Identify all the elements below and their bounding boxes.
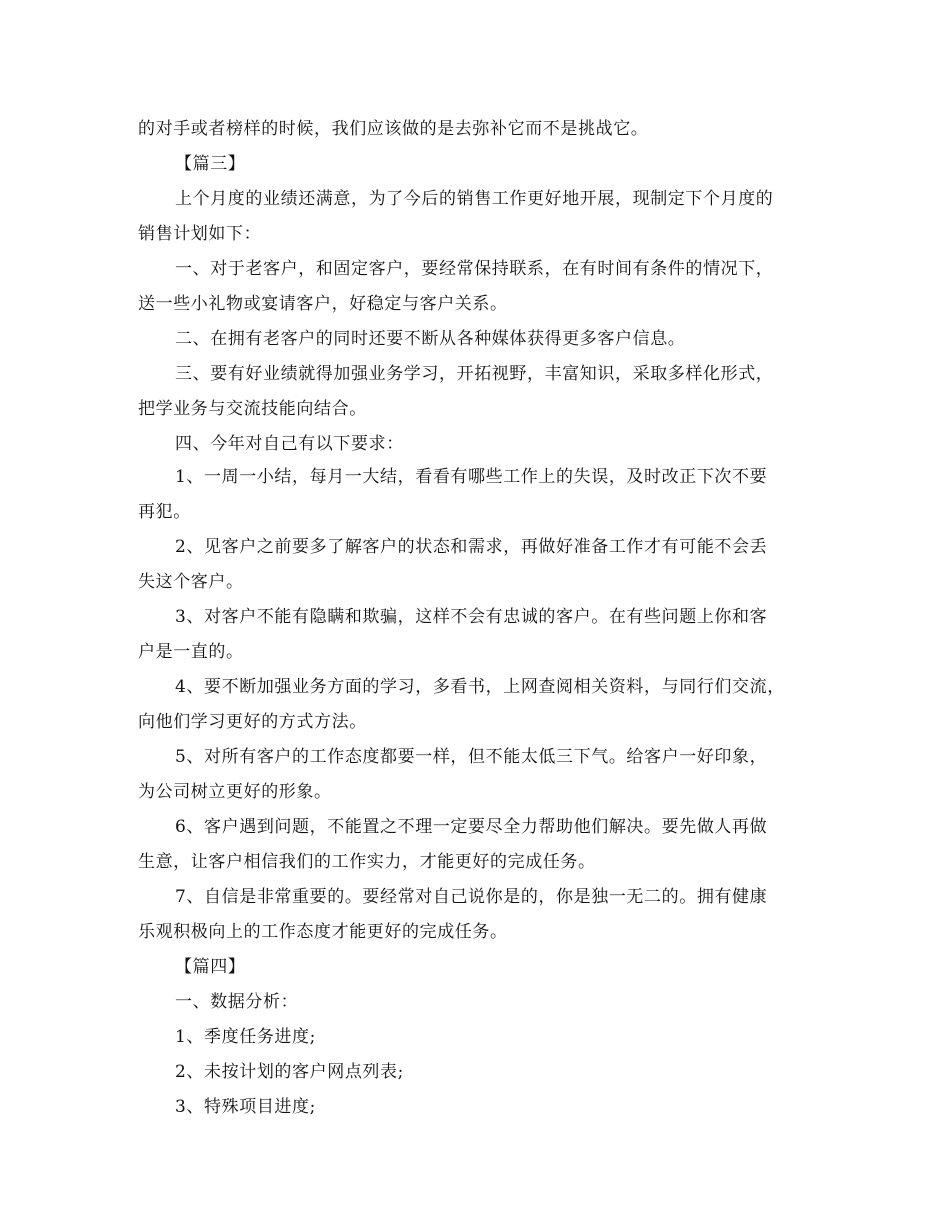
paragraph-line: 向他们学习更好的方式方法。 (138, 712, 367, 732)
paragraph-line: 5、对所有客户的工作态度都要一样，但不能太低三下气。给客户一好印象， (175, 747, 768, 767)
paragraph-line: 2、见客户之前要多了解客户的状态和需求，再做好准备工作才有可能不会丢 (175, 537, 768, 557)
paragraph-line: 四、今年对自己有以下要求： (175, 434, 404, 454)
paragraph-line: 为公司树立更好的形象。 (138, 782, 332, 802)
paragraph-line: 3、对客户不能有隐瞒和欺骗，这样不会有忠诚的客户。在有些问题上你和客 (175, 607, 768, 627)
paragraph-line: 再犯。 (138, 502, 191, 522)
paragraph-line: 户是一直的。 (138, 642, 244, 662)
paragraph-line: 二、在拥有老客户的同时还要不断从各种媒体获得更多客户信息。 (175, 329, 686, 349)
paragraph-line: 送一些小礼物或宴请客户，好稳定与客户关系。 (138, 294, 508, 314)
section-heading: 【篇三】 (175, 154, 246, 174)
paragraph-line: 上个月度的业绩还满意，为了今后的销售工作更好地开展，现制定下个月度的 (175, 189, 774, 209)
paragraph-line: 生意，让客户相信我们的工作实力，才能更好的完成任务。 (138, 852, 596, 872)
paragraph-line: 7、自信是非常重要的。要经常对自己说你是的，你是独一无二的。拥有健康 (175, 887, 768, 907)
paragraph-line: 把学业务与交流技能向结合。 (138, 399, 367, 419)
paragraph-line: 乐观积极向上的工作态度才能更好的完成任务。 (138, 922, 508, 942)
paragraph-line: 失这个客户。 (138, 572, 244, 592)
paragraph-line: 4、要不断加强业务方面的学习，多看书，上网查阅相关资料，与同行们交流， (175, 677, 785, 697)
paragraph-line: 6、客户遇到问题，不能置之不理一定要尽全力帮助他们解决。要先做人再做 (175, 817, 768, 837)
paragraph-line: 销售计划如下： (138, 224, 262, 244)
section-heading: 【篇四】 (175, 957, 246, 977)
paragraph-line: 一、对于老客户，和固定客户，要经常保持联系，在有时间有条件的情况下， (175, 259, 774, 279)
paragraph-line: 三、要有好业绩就得加强业务学习，开拓视野，丰富知识，采取多样化形式， (175, 364, 774, 384)
paragraph-line: 3、特殊项目进度; (175, 1097, 316, 1117)
paragraph-line: 2、未按计划的客户网点列表; (175, 1062, 404, 1082)
paragraph-line: 1、季度任务进度; (175, 1027, 316, 1047)
paragraph-line: 的对手或者榜样的时候，我们应该做的是去弥补它而不是挑战它。 (138, 119, 649, 139)
paragraph-line: 一、数据分析： (175, 992, 299, 1012)
paragraph-line: 1、一周一小结，每月一大结，看看有哪些工作上的失误，及时改正下次不要 (175, 467, 768, 487)
